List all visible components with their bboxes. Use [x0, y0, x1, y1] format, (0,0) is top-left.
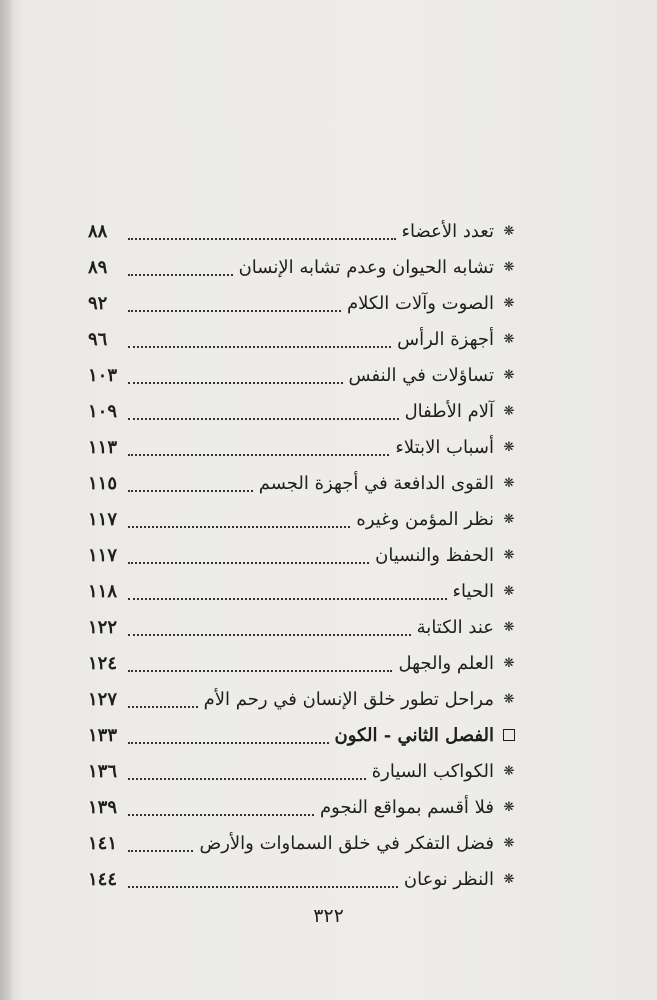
asterisk-bullet-icon: ❋ — [503, 691, 515, 707]
toc-entry-page: ١١٧ — [88, 544, 118, 566]
dot-leader — [128, 813, 314, 816]
asterisk-bullet-icon: ❋ — [503, 475, 515, 491]
dot-leader — [128, 489, 253, 492]
dot-leader — [128, 345, 391, 348]
asterisk-bullet-icon: ❋ — [503, 331, 515, 347]
toc-entry-title: مراحل تطور خلق الإنسان في رحم الأم — [203, 688, 494, 710]
toc-entry-page: ١١٧ — [88, 508, 118, 530]
toc-entry-page: ١٢٢ — [88, 616, 118, 638]
toc-entry — [88, 789, 518, 825]
toc-entry-page: ٩٦ — [88, 328, 108, 350]
toc-entry-title: فلا أقسم بمواقع النجوم — [319, 796, 494, 818]
toc-entry-page: ١٤٤ — [88, 868, 118, 890]
toc-entry-title: عند الكتابة — [416, 616, 494, 638]
dot-leader — [128, 273, 233, 276]
dot-leader — [128, 525, 350, 528]
toc-entry-title: الكواكب السيارة — [371, 760, 494, 782]
asterisk-bullet-icon: ❋ — [503, 799, 515, 815]
toc-entry — [88, 393, 518, 429]
dot-leader — [128, 777, 366, 780]
dot-leader — [128, 309, 341, 312]
asterisk-bullet-icon: ❋ — [503, 439, 515, 455]
dot-leader — [128, 237, 396, 240]
dot-leader — [128, 669, 392, 672]
asterisk-bullet-icon: ❋ — [503, 871, 515, 887]
toc-entry — [88, 321, 518, 357]
toc-entry — [88, 213, 518, 249]
toc-entry-title: آلام الأطفال — [404, 400, 494, 422]
asterisk-bullet-icon: ❋ — [503, 223, 515, 239]
toc-entry-page: ٩٢ — [88, 292, 108, 314]
dot-leader — [128, 453, 389, 456]
dot-leader — [128, 561, 369, 564]
dot-leader — [128, 741, 329, 744]
toc-entry-title: تشابه الحيوان وعدم تشابه الإنسان — [238, 256, 494, 278]
toc-entry — [88, 825, 518, 861]
page-number: ٣٢٢ — [313, 905, 344, 927]
dot-leader — [128, 417, 399, 420]
asterisk-bullet-icon: ❋ — [503, 547, 515, 563]
toc-entry-page: ١٢٤ — [88, 652, 118, 674]
toc-entry — [88, 717, 518, 753]
toc-entry-title: تساؤلات في النفس — [348, 364, 494, 386]
toc-entry — [88, 645, 518, 681]
asterisk-bullet-icon: ❋ — [503, 655, 515, 671]
asterisk-bullet-icon: ❋ — [503, 367, 515, 383]
square-bullet-icon — [500, 729, 518, 741]
dot-leader — [128, 885, 398, 888]
toc-entry-title: العلم والجهل — [398, 652, 494, 674]
asterisk-bullet-icon: ❋ — [503, 763, 515, 779]
toc-entry — [88, 249, 518, 285]
toc-entry-page: ١٠٩ — [88, 400, 118, 422]
asterisk-bullet-icon: ❋ — [503, 295, 515, 311]
dot-leader — [128, 849, 193, 852]
toc-entry — [88, 429, 518, 465]
toc-entry — [88, 537, 518, 573]
asterisk-bullet-icon: ❋ — [503, 835, 515, 851]
asterisk-bullet-icon: ❋ — [503, 511, 515, 527]
asterisk-bullet-icon: ❋ — [503, 619, 515, 635]
toc-entry — [88, 573, 518, 609]
toc-entry-page: ١١٨ — [88, 580, 118, 602]
toc-entry — [88, 465, 518, 501]
toc-entry-page: ٨٨ — [88, 220, 108, 242]
toc-entry-page: ١٤١ — [88, 832, 118, 854]
asterisk-bullet-icon: ❋ — [503, 583, 515, 599]
toc-entry-page: ١١٣ — [88, 436, 118, 458]
toc-entry-page: ١٢٧ — [88, 688, 118, 710]
toc-entry-page: ١٣٩ — [88, 796, 118, 818]
toc-entry-title: أجهزة الرأس — [397, 328, 494, 350]
toc-entry — [88, 501, 518, 537]
toc-entry-title: الصوت وآلات الكلام — [347, 292, 494, 314]
dot-leader — [128, 381, 343, 384]
toc-entry-title: النظر نوعان — [403, 868, 494, 890]
binding-shadow — [0, 0, 12, 1000]
toc-entry-title: الفصل الثاني - الكون — [334, 724, 494, 746]
toc-entry-page: ١٣٣ — [88, 724, 118, 746]
toc-entry-page: ٨٩ — [88, 256, 108, 278]
toc-entry-page: ١٣٦ — [88, 760, 118, 782]
asterisk-bullet-icon: ❋ — [503, 403, 515, 419]
toc-entry — [88, 609, 518, 645]
toc-entry — [88, 753, 518, 789]
toc-entry-title: الحياء — [452, 580, 494, 602]
table-of-contents — [88, 213, 518, 897]
dot-leader — [128, 705, 198, 708]
toc-entry-title: الحفظ والنسيان — [375, 544, 494, 566]
asterisk-bullet-icon: ❋ — [503, 259, 515, 275]
toc-entry-page: ١١٥ — [88, 472, 118, 494]
toc-entry — [88, 285, 518, 321]
toc-entry — [88, 357, 518, 393]
toc-entry-title: فضل التفكر في خلق السماوات والأرض — [199, 832, 494, 854]
toc-entry — [88, 681, 518, 717]
toc-entry-title: القوى الدافعة في أجهزة الجسم — [258, 472, 494, 494]
toc-entry-title: نظر المؤمن وغيره — [356, 508, 494, 530]
toc-entry — [88, 861, 518, 897]
toc-entry-title: أسباب الابتلاء — [395, 436, 494, 458]
dot-leader — [128, 597, 447, 600]
dot-leader — [128, 633, 411, 636]
toc-entry-title: تعدد الأعضاء — [401, 220, 494, 242]
toc-entry-page: ١٠٣ — [88, 364, 118, 386]
